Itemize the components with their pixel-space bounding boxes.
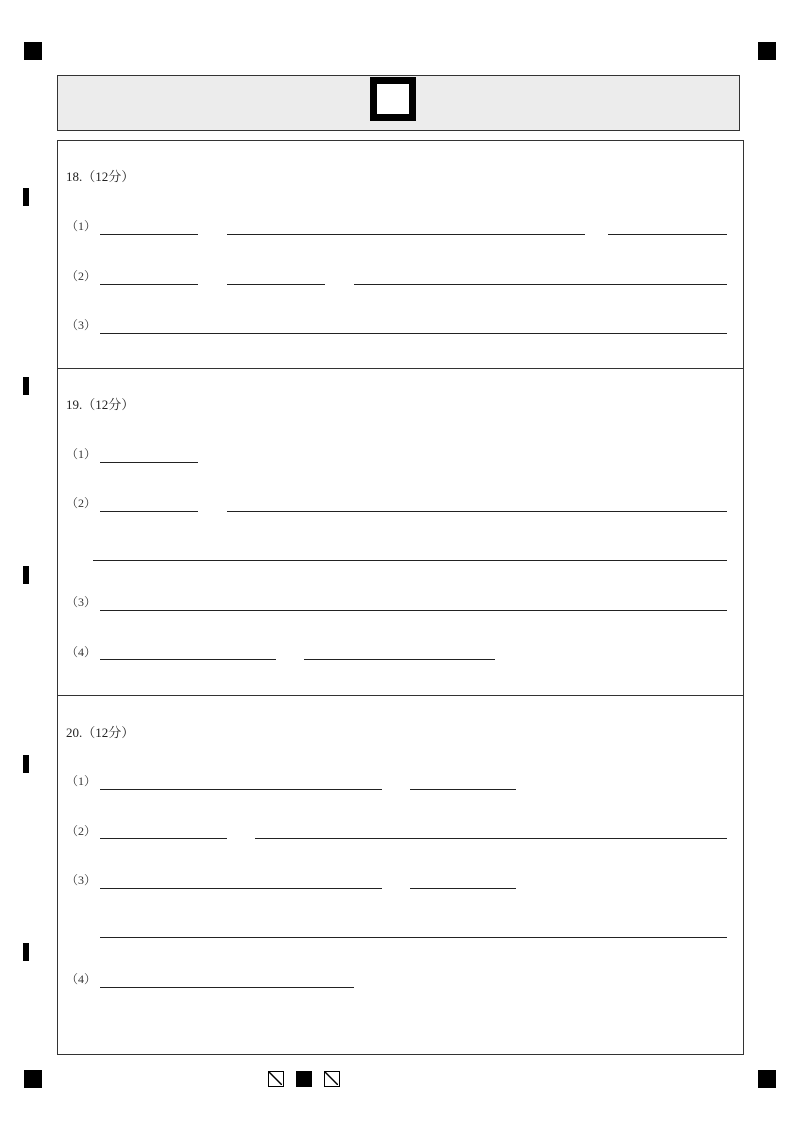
q19-part1-blank[interactable] bbox=[100, 462, 198, 463]
q18-part2-blank-b[interactable] bbox=[227, 284, 325, 285]
q20-part2-blank-b[interactable] bbox=[255, 838, 727, 839]
q18-part2-blank-a[interactable] bbox=[100, 284, 198, 285]
q18-part1-blank-a[interactable] bbox=[100, 234, 198, 235]
timing-mark-2 bbox=[23, 377, 29, 395]
section-divider-20 bbox=[57, 695, 744, 696]
q18-part1-blank-c[interactable] bbox=[608, 234, 727, 235]
q18-part2-label: （2） bbox=[66, 269, 97, 283]
timing-mark-3 bbox=[23, 566, 29, 584]
q18-part1-blank-b[interactable] bbox=[227, 234, 585, 235]
q19-part3-label: （3） bbox=[66, 595, 97, 609]
section-divider-19 bbox=[57, 368, 744, 369]
q20-part1-blank-b[interactable] bbox=[410, 789, 516, 790]
timing-mark-5 bbox=[23, 943, 29, 961]
q18-part1-label: （1） bbox=[66, 219, 97, 233]
question-18-title: 18.（12分） bbox=[66, 169, 135, 184]
q20-part3-blank-b[interactable] bbox=[410, 888, 516, 889]
page-mark-solid bbox=[296, 1071, 312, 1087]
corner-mark-top-right bbox=[758, 42, 776, 60]
q18-part3-label: （3） bbox=[66, 318, 97, 332]
page-mark-hatched-left bbox=[268, 1071, 284, 1087]
q18-part3-blank[interactable] bbox=[100, 333, 727, 334]
q19-part2-blank-a[interactable] bbox=[100, 511, 198, 512]
q19-part4-label: （4） bbox=[66, 645, 97, 659]
q18-part2-blank-c[interactable] bbox=[354, 284, 727, 285]
q19-part2-label: （2） bbox=[66, 496, 97, 510]
corner-mark-bottom-left bbox=[24, 1070, 42, 1088]
q19-part2-blank-b[interactable] bbox=[227, 511, 727, 512]
q19-part3-blank[interactable] bbox=[100, 610, 727, 611]
q20-part3-label: （3） bbox=[66, 873, 97, 887]
q20-part3-blank-c[interactable] bbox=[100, 937, 727, 938]
q19-part4-blank-a[interactable] bbox=[100, 659, 276, 660]
q20-part1-label: （1） bbox=[66, 774, 97, 788]
q20-part3-blank-a[interactable] bbox=[100, 888, 382, 889]
timing-mark-1 bbox=[23, 188, 29, 206]
answer-frame bbox=[57, 140, 744, 1055]
corner-mark-bottom-right bbox=[758, 1070, 776, 1088]
q20-part2-label: （2） bbox=[66, 824, 97, 838]
timing-mark-4 bbox=[23, 755, 29, 773]
q19-part2-blank-c[interactable] bbox=[93, 560, 727, 561]
q20-part4-blank[interactable] bbox=[100, 987, 354, 988]
q19-part1-label: （1） bbox=[66, 447, 97, 461]
page-mark-hatched-right bbox=[324, 1071, 340, 1087]
q20-part1-blank-a[interactable] bbox=[100, 789, 382, 790]
corner-mark-top-left bbox=[24, 42, 42, 60]
header-square-mark bbox=[370, 77, 416, 121]
question-20-title: 20.（12分） bbox=[66, 725, 135, 740]
q20-part2-blank-a[interactable] bbox=[100, 838, 227, 839]
question-19-title: 19.（12分） bbox=[66, 397, 135, 412]
q20-part4-label: （4） bbox=[66, 972, 97, 986]
q19-part4-blank-b[interactable] bbox=[304, 659, 495, 660]
